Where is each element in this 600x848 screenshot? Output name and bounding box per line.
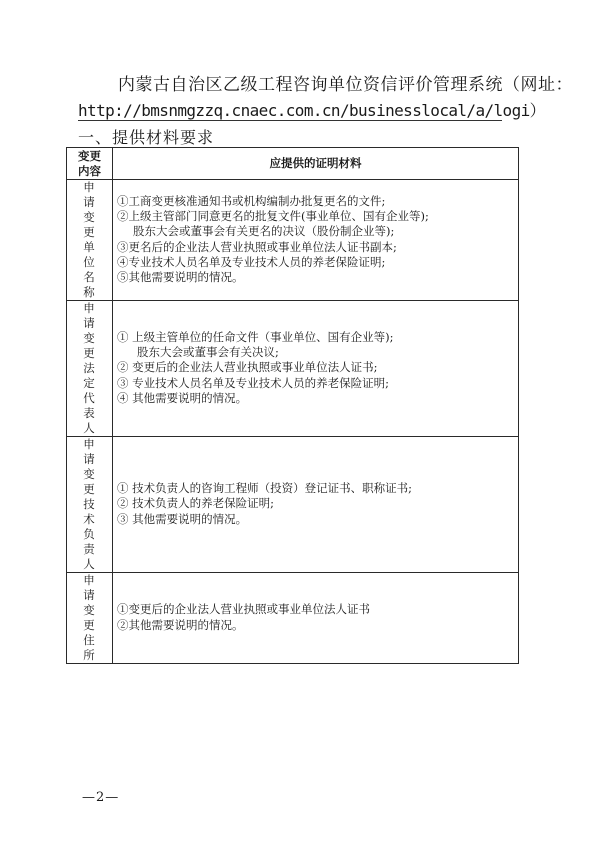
list-item: ③更名后的企业法人营业执照或事业单位法人证书副本; [117,239,397,254]
row-items [113,573,519,664]
table-row [67,180,519,301]
header-change-content: 变更内容 [67,148,113,180]
list-item: ②上级主管部门同意更名的批复文件(事业单位、国有企业等); [117,208,429,223]
system-url[interactable]: http://bmsnmgzzq.cnaec.com.cn/businesslocal/a/logi） [78,101,546,120]
row-items [113,180,519,301]
list-item: 股东大会或董事会有关决议; [137,345,279,360]
requirements-table [66,147,519,664]
list-item: ⑤其他需要说明的情况。 [117,270,244,285]
table-row [67,573,519,664]
list-item: ① 上级主管单位的任命文件（事业单位、国有企业等); [117,329,394,344]
table-row [67,437,519,573]
row-category: 申请变更单位名称 [67,180,113,301]
section-title: 一、提供材料要求 [78,128,215,147]
table-row [67,301,519,437]
header-required-materials: 应提供的证明材料 [113,148,519,180]
url-underline [78,120,502,121]
table-header-row [67,148,519,180]
row-category: 申请变更技术负责人 [67,437,113,573]
list-item: ② 变更后的企业法人营业执照或事业单位法人证书; [117,360,378,375]
row-category: 申请变更法定代表人 [67,301,113,437]
list-item: ② 技术负责人的养老保险证明; [117,496,275,511]
list-item: ① 技术负责人的咨询工程师（投资）登记证书、职称证书; [117,481,413,496]
intro-paragraph: 内蒙古自治区乙级工程咨询单位资信评价管理系统（网址： [118,75,573,95]
page-number: —2— [82,790,120,805]
list-item: ①工商变更核准通知书或机构编制办批复更名的文件; [117,193,386,208]
list-item: ④专业技术人员名单及专业技术人员的养老保险证明; [117,254,386,269]
list-item: ①变更后的企业法人营业执照或事业单位法人证书 [117,602,370,617]
row-category: 申请变更住所 [67,573,113,664]
list-item: 股东大会或董事会有关更名的决议（股份制企业等); [133,224,395,239]
list-item: ③ 专业技术人员名单及专业技术人员的养老保险证明; [117,375,390,390]
row-items [113,301,519,437]
list-item: ③ 其他需要说明的情况。 [117,511,248,526]
list-item: ④ 其他需要说明的情况。 [117,390,248,405]
list-item: ②其他需要说明的情况。 [117,617,244,632]
row-items [113,437,519,573]
